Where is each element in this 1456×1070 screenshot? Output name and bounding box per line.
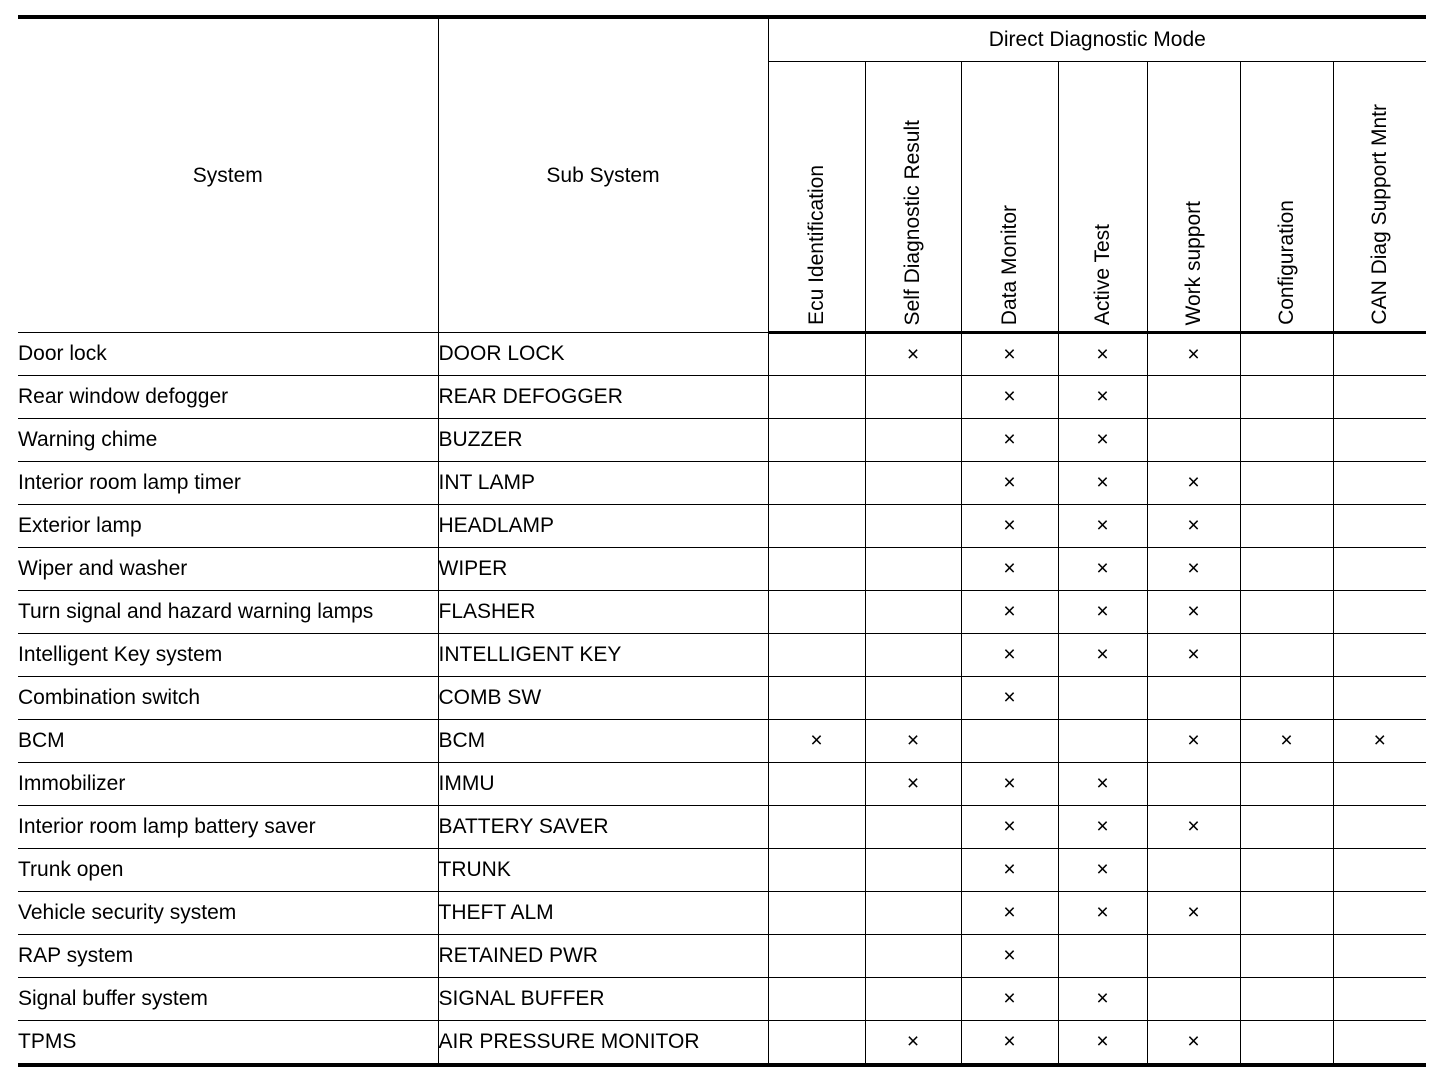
empty-mark-cell: [1333, 763, 1426, 806]
table-row: [18, 806, 1426, 849]
empty-mark-cell: [1333, 806, 1426, 849]
table-row: [18, 677, 1426, 720]
system-cell: Vehicle security system: [18, 892, 438, 935]
empty-mark-cell: [1333, 376, 1426, 419]
table-row: [18, 505, 1426, 548]
empty-mark-cell: [1333, 462, 1426, 505]
table-row: [18, 376, 1426, 419]
sub-system-cell: BATTERY SAVER: [438, 806, 768, 849]
empty-mark-cell: [768, 677, 865, 720]
empty-mark-cell: [1240, 892, 1333, 935]
system-cell: Interior room lamp timer: [18, 462, 438, 505]
empty-mark-cell: [768, 376, 865, 419]
supported-mark: ×: [1240, 720, 1333, 763]
supported-mark: ×: [961, 763, 1058, 806]
empty-mark-cell: [768, 935, 865, 978]
empty-mark-cell: [768, 333, 865, 376]
supported-mark: ×: [1147, 505, 1240, 548]
system-cell: Wiper and washer: [18, 548, 438, 591]
system-cell: Door lock: [18, 333, 438, 376]
mode-header-work-support: [1147, 62, 1240, 333]
sub-system-column-header: Sub System: [438, 17, 768, 333]
sub-system-cell: INTELLIGENT KEY: [438, 634, 768, 677]
mode-header-self-diagnostic-result: [865, 62, 961, 333]
supported-mark: ×: [1147, 634, 1240, 677]
empty-mark-cell: [865, 849, 961, 892]
system-cell: Turn signal and hazard warning lamps: [18, 591, 438, 634]
empty-mark-cell: [768, 763, 865, 806]
supported-mark: ×: [1147, 333, 1240, 376]
system-cell: Trunk open: [18, 849, 438, 892]
empty-mark-cell: [865, 419, 961, 462]
mode-header-configuration: [1240, 62, 1333, 333]
empty-mark-cell: [1333, 548, 1426, 591]
supported-mark: ×: [961, 849, 1058, 892]
empty-mark-cell: [768, 634, 865, 677]
supported-mark: ×: [1058, 1021, 1147, 1066]
supported-mark: ×: [1058, 376, 1147, 419]
supported-mark: ×: [1058, 548, 1147, 591]
sub-system-cell: WIPER: [438, 548, 768, 591]
supported-mark: ×: [1058, 419, 1147, 462]
empty-mark-cell: [865, 634, 961, 677]
supported-mark: ×: [1058, 763, 1147, 806]
sub-system-cell: HEADLAMP: [438, 505, 768, 548]
system-cell: Signal buffer system: [18, 978, 438, 1021]
supported-mark: ×: [1333, 720, 1426, 763]
supported-mark: ×: [1147, 548, 1240, 591]
supported-mark: ×: [1058, 634, 1147, 677]
direct-diagnostic-mode-header: Direct Diagnostic Mode: [768, 17, 1426, 62]
supported-mark: ×: [865, 1021, 961, 1066]
sub-system-cell: FLASHER: [438, 591, 768, 634]
supported-mark: ×: [1058, 333, 1147, 376]
empty-mark-cell: [768, 806, 865, 849]
empty-mark-cell: [1333, 505, 1426, 548]
system-cell: Interior room lamp battery saver: [18, 806, 438, 849]
empty-mark-cell: [1240, 505, 1333, 548]
sub-system-cell: THEFT ALM: [438, 892, 768, 935]
empty-mark-cell: [1240, 548, 1333, 591]
mode-header-label: Data Monitor: [997, 204, 1021, 325]
system-cell: Intelligent Key system: [18, 634, 438, 677]
supported-mark: ×: [961, 935, 1058, 978]
supported-mark: ×: [1058, 892, 1147, 935]
table-row: [18, 634, 1426, 677]
supported-mark: ×: [961, 892, 1058, 935]
mode-header-label: Active Test: [1090, 223, 1114, 325]
empty-mark-cell: [1333, 419, 1426, 462]
supported-mark: ×: [1147, 1021, 1240, 1066]
empty-mark-cell: [1240, 849, 1333, 892]
supported-mark: ×: [1147, 720, 1240, 763]
empty-mark-cell: [1240, 1021, 1333, 1066]
table-row: [18, 849, 1426, 892]
sub-system-cell: TRUNK: [438, 849, 768, 892]
empty-mark-cell: [768, 892, 865, 935]
mode-header-label: Work support: [1181, 200, 1205, 325]
empty-mark-cell: [1333, 892, 1426, 935]
empty-mark-cell: [865, 892, 961, 935]
empty-mark-cell: [1058, 720, 1147, 763]
system-cell: TPMS: [18, 1021, 438, 1066]
empty-mark-cell: [1147, 849, 1240, 892]
supported-mark: ×: [1058, 505, 1147, 548]
empty-mark-cell: [865, 677, 961, 720]
empty-mark-cell: [768, 849, 865, 892]
empty-mark-cell: [768, 1021, 865, 1066]
system-column-header: System: [18, 17, 438, 333]
empty-mark-cell: [1240, 634, 1333, 677]
sub-system-cell: REAR DEFOGGER: [438, 376, 768, 419]
empty-mark-cell: [865, 978, 961, 1021]
empty-mark-cell: [1240, 978, 1333, 1021]
supported-mark: ×: [1058, 462, 1147, 505]
supported-mark: ×: [865, 720, 961, 763]
system-cell: BCM: [18, 720, 438, 763]
empty-mark-cell: [1240, 376, 1333, 419]
empty-mark-cell: [1240, 462, 1333, 505]
sub-system-cell: SIGNAL BUFFER: [438, 978, 768, 1021]
table-row: [18, 462, 1426, 505]
table-row: [18, 892, 1426, 935]
system-cell: Rear window defogger: [18, 376, 438, 419]
table-row: [18, 978, 1426, 1021]
system-cell: Exterior lamp: [18, 505, 438, 548]
empty-mark-cell: [768, 591, 865, 634]
supported-mark: ×: [1147, 806, 1240, 849]
supported-mark: ×: [961, 978, 1058, 1021]
sub-system-cell: INT LAMP: [438, 462, 768, 505]
empty-mark-cell: [1333, 591, 1426, 634]
supported-mark: ×: [961, 677, 1058, 720]
table-row: [18, 548, 1426, 591]
supported-mark: ×: [1147, 591, 1240, 634]
supported-mark: ×: [1058, 806, 1147, 849]
empty-mark-cell: [1333, 935, 1426, 978]
empty-mark-cell: [1147, 978, 1240, 1021]
supported-mark: ×: [961, 505, 1058, 548]
supported-mark: ×: [961, 634, 1058, 677]
empty-mark-cell: [1147, 419, 1240, 462]
mode-header-label: CAN Diag Support Mntr: [1367, 104, 1391, 325]
empty-mark-cell: [1240, 677, 1333, 720]
supported-mark: ×: [1058, 978, 1147, 1021]
empty-mark-cell: [1333, 978, 1426, 1021]
mode-header-active-test: [1058, 62, 1147, 333]
empty-mark-cell: [1147, 763, 1240, 806]
empty-mark-cell: [768, 419, 865, 462]
empty-mark-cell: [1333, 1021, 1426, 1066]
empty-mark-cell: [1240, 333, 1333, 376]
table-row: [18, 591, 1426, 634]
supported-mark: ×: [1147, 892, 1240, 935]
empty-mark-cell: [1240, 419, 1333, 462]
supported-mark: ×: [865, 763, 961, 806]
empty-mark-cell: [1333, 849, 1426, 892]
diagnostic-mode-table: [18, 15, 1426, 1067]
empty-mark-cell: [1240, 806, 1333, 849]
sub-system-cell: IMMU: [438, 763, 768, 806]
mode-header-label: Self Diagnostic Result: [901, 119, 924, 325]
supported-mark: ×: [961, 548, 1058, 591]
empty-mark-cell: [1333, 333, 1426, 376]
empty-mark-cell: [1333, 677, 1426, 720]
empty-mark-cell: [865, 376, 961, 419]
empty-mark-cell: [1240, 935, 1333, 978]
empty-mark-cell: [768, 978, 865, 1021]
empty-mark-cell: [1333, 634, 1426, 677]
empty-mark-cell: [1240, 763, 1333, 806]
supported-mark: ×: [961, 591, 1058, 634]
system-cell: Combination switch: [18, 677, 438, 720]
empty-mark-cell: [961, 720, 1058, 763]
sub-system-cell: RETAINED PWR: [438, 935, 768, 978]
empty-mark-cell: [865, 935, 961, 978]
mode-header-label: Configuration: [1274, 200, 1298, 325]
supported-mark: ×: [961, 419, 1058, 462]
sub-system-cell: BUZZER: [438, 419, 768, 462]
mode-header-label: Ecu Identification: [804, 165, 828, 325]
supported-mark: ×: [1058, 849, 1147, 892]
supported-mark: ×: [961, 376, 1058, 419]
supported-mark: ×: [961, 806, 1058, 849]
supported-mark: ×: [961, 333, 1058, 376]
empty-mark-cell: [865, 462, 961, 505]
table-row: [18, 333, 1426, 376]
empty-mark-cell: [768, 462, 865, 505]
empty-mark-cell: [1058, 677, 1147, 720]
empty-mark-cell: [1147, 376, 1240, 419]
empty-mark-cell: [768, 505, 865, 548]
supported-mark: ×: [1147, 462, 1240, 505]
supported-mark: ×: [768, 720, 865, 763]
table-row: [18, 1021, 1426, 1066]
empty-mark-cell: [865, 505, 961, 548]
supported-mark: ×: [865, 333, 961, 376]
empty-mark-cell: [1147, 677, 1240, 720]
supported-mark: ×: [961, 462, 1058, 505]
empty-mark-cell: [865, 806, 961, 849]
empty-mark-cell: [1240, 591, 1333, 634]
table-row: [18, 935, 1426, 978]
system-cell: Immobilizer: [18, 763, 438, 806]
mode-header-can-diag-support-mntr: [1333, 62, 1426, 333]
sub-system-cell: COMB SW: [438, 677, 768, 720]
mode-header-data-monitor: [961, 62, 1058, 333]
table-row: [18, 419, 1426, 462]
empty-mark-cell: [1147, 935, 1240, 978]
sub-system-cell: DOOR LOCK: [438, 333, 768, 376]
empty-mark-cell: [865, 548, 961, 591]
table-row: [18, 763, 1426, 806]
system-cell: Warning chime: [18, 419, 438, 462]
empty-mark-cell: [1058, 935, 1147, 978]
supported-mark: ×: [961, 1021, 1058, 1066]
supported-mark: ×: [1058, 591, 1147, 634]
empty-mark-cell: [865, 591, 961, 634]
table-row: [18, 720, 1426, 763]
mode-header-ecu-identification: [768, 62, 865, 333]
system-cell: RAP system: [18, 935, 438, 978]
sub-system-cell: AIR PRESSURE MONITOR: [438, 1021, 768, 1066]
sub-system-cell: BCM: [438, 720, 768, 763]
empty-mark-cell: [768, 548, 865, 591]
